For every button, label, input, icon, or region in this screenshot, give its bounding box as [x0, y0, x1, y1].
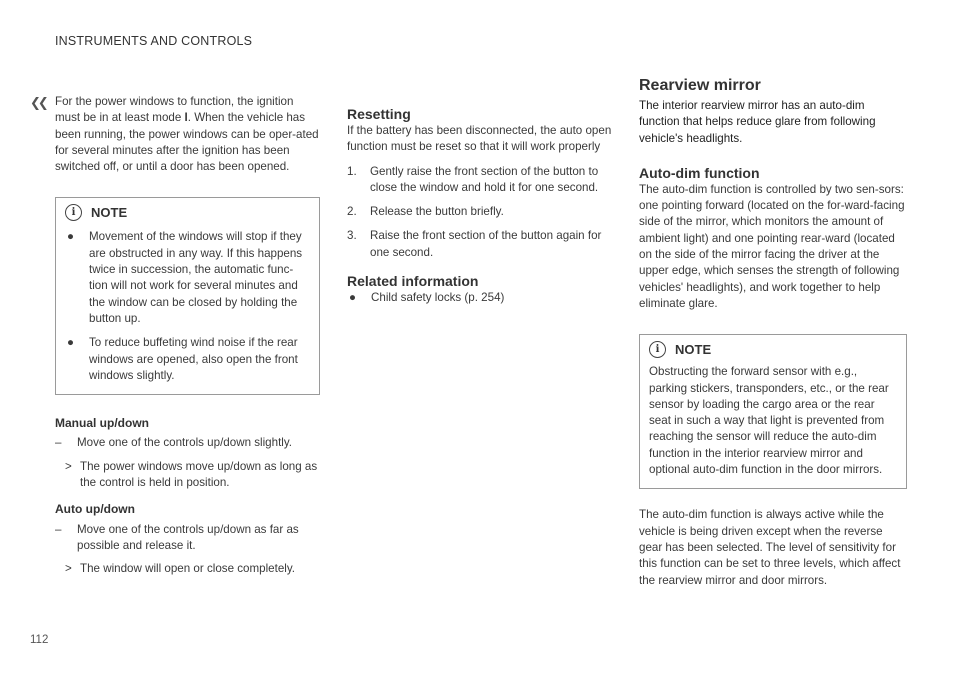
note-item-text: To reduce buffeting wind noise if the rear windows are opened, also open the front windows slightly. — [89, 336, 298, 382]
page-number: 112 — [30, 634, 49, 646]
step-text: Gently raise the front section of the button to close the window and hold it for one second. — [370, 164, 599, 194]
list-item — [65, 335, 310, 384]
note-header — [65, 204, 310, 221]
step-number: 1. — [347, 164, 357, 178]
auto-heading: Auto up/down — [55, 502, 135, 517]
list-item — [347, 204, 612, 220]
result-arrow-icon: > — [65, 562, 72, 576]
autodim-body: The auto-dim function is controlled by two sen-sors: one pointing forward (located on the for-ward-facing side of the mirror, which monitors the amount of ambient light) and one pointing rear-ward (located on the side of the mirror facing the driver at the upper edge, which senses the strength of following vehicles' headlights), and work together to help eliminate glare. — [639, 182, 905, 310]
column-rearview-mirror — [639, 76, 907, 589]
step-text: Release the button briefly. — [370, 205, 504, 219]
bullet-icon: ● — [349, 291, 357, 305]
mirror-lead: The interior rearview mirror has an auto-dim function that helps reduce glare from following vehicle's headlights. — [639, 99, 876, 145]
manual-heading: Manual up/down — [55, 416, 149, 431]
info-icon: i — [65, 204, 82, 221]
step-text: Move one of the controls up/down slightly. — [77, 436, 293, 450]
list-item — [347, 290, 612, 306]
note-label: NOTE — [675, 341, 712, 357]
note-box-windows — [55, 197, 320, 395]
list-item — [55, 435, 320, 451]
step-text: Move one of the controls up/down as far as possible and release it. — [77, 522, 299, 552]
result-text: The window will open or close completely. — [80, 562, 296, 576]
intro-text-a: For the power windows to function, the ignition must be in at least mode — [55, 95, 294, 125]
list-item — [55, 459, 320, 492]
note-body: Obstructing the forward sensor with e.g., parking stickers, transponders, etc., or the rear sensor by loading the cargo area or the rear seat in such a way that light is prevented from reaching the sensor will reduce the auto-dim function in the interior rearview mirror and optional auto-dim function in the door mirrors. — [649, 365, 889, 477]
step-text: Raise the front section of the button again for one second. — [370, 229, 602, 259]
list-item — [55, 522, 320, 555]
section-header: INSTRUMENTS AND CONTROLS — [55, 34, 253, 48]
closing-paragraph: The auto-dim function is always active while the vehicle is being driven except when the reverse gear has been selected. The level of sensitivity for this function can be set to three levels, which affect the rearview mirror and door mirrors. — [639, 508, 901, 587]
result-text: The power windows move up/down as long as the control is held in position. — [80, 459, 318, 490]
list-item — [55, 561, 320, 577]
column-resetting — [347, 106, 612, 306]
resetting-intro: If the battery has been disconnected, the auto open function must be reset so that it will work properly — [347, 124, 612, 154]
list-item — [347, 228, 612, 261]
back-double-chevron-icon[interactable]: ❮❮ — [30, 95, 46, 110]
step-number: 2. — [347, 205, 357, 219]
intro-text-b: . When the vehicle has been running, the power windows can be oper-ated for several minutes after the ignition has been switched off, or until a door has been opened. — [55, 111, 319, 174]
ignition-mode: I — [184, 111, 188, 125]
note-header — [649, 341, 897, 358]
note-label: NOTE — [91, 204, 128, 220]
column-power-windows — [55, 94, 320, 578]
related-heading: Related information — [347, 273, 479, 290]
autodim-heading: Auto-dim function — [639, 164, 760, 181]
bullet-icon: ● — [67, 336, 75, 350]
note-item-text: Movement of the windows will stop if they are obstructed in any way. If this happens twice in succession, the automatic func-tion will not work for several minutes and the window can be closed by holding the button up. — [89, 230, 303, 325]
info-icon: i — [649, 341, 666, 358]
list-item — [65, 229, 310, 327]
note-box-mirror — [639, 334, 907, 489]
resetting-heading: Resetting — [347, 106, 411, 122]
related-link[interactable]: Child safety locks (p. 254) — [371, 291, 505, 305]
step-number: 3. — [347, 229, 357, 243]
intro-paragraph — [55, 94, 320, 175]
dash-icon: – — [55, 436, 62, 450]
list-item — [347, 164, 612, 197]
mirror-heading: Rearview mirror — [639, 77, 761, 94]
dash-icon: – — [55, 522, 62, 536]
bullet-icon: ● — [67, 230, 75, 244]
result-arrow-icon: > — [65, 459, 72, 473]
